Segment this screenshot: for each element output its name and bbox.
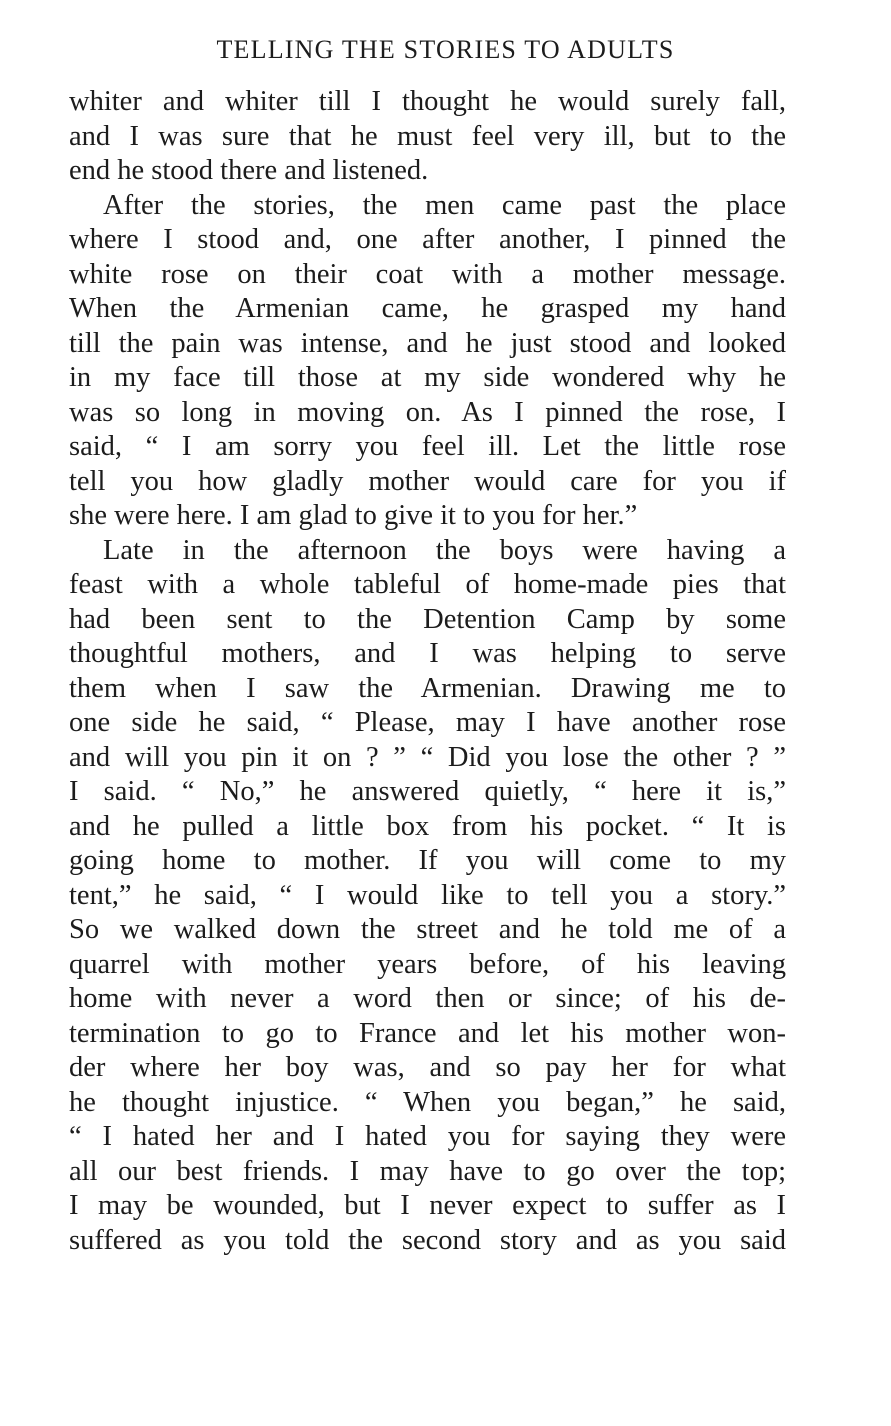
text-line: der where her boy was, and so pay her for what	[69, 1052, 786, 1083]
text-line: going home to mother. If you will come to my	[69, 845, 786, 876]
text-line: till the pain was intense, and he just stood and looked	[69, 327, 786, 359]
running-head: TELLING THE STORIES TO ADULTS	[216, 35, 675, 64]
text-line: whiter and whiter till I thought he would surely fall,	[69, 86, 786, 117]
text-line: white rose on their coat with a mother message.	[69, 258, 786, 290]
text-line: in my face till those at my side wondered why he	[69, 362, 786, 393]
text-line: end he stood there and listened.	[69, 155, 429, 186]
text-line: tent,” he said, “ I would like to tell you a story.”	[69, 879, 786, 911]
text-line: feast with a whole tableful of home-made pies that	[69, 569, 786, 600]
text-line: all our best friends. I may have to go over the top;	[69, 1155, 786, 1187]
text-line: them when I saw the Armenian. Drawing me to	[69, 672, 786, 704]
text-line: and he pulled a little box from his pocket. “ It is	[69, 810, 786, 842]
text-line: home with never a word then or since; of his de-	[69, 983, 786, 1014]
text-line: I said. “ No,” he answered quietly, “ here it is,”	[69, 776, 786, 807]
text-line: was so long in moving on. As I pinned the rose, I	[69, 396, 786, 428]
text-line: said, “ I am sorry you feel ill. Let the little rose	[69, 431, 786, 462]
text-line: suffered as you told the second story and as you said	[69, 1224, 786, 1256]
text-line: quarrel with mother years before, of his leaving	[69, 948, 786, 980]
text-line: “ I hated her and I hated you for saying they were	[69, 1121, 786, 1152]
text-line: and I was sure that he must feel very ill, but to the	[69, 120, 786, 152]
body-text	[69, 85, 786, 1258]
text-line: tell you how gladly mother would care for you if	[69, 465, 786, 497]
text-line: thoughtful mothers, and I was helping to serve	[69, 638, 786, 669]
text-line: termination to go to France and let his mother won-	[69, 1017, 786, 1049]
text-line: Late in the afternoon the boys were having a	[103, 534, 786, 566]
text-line: and will you pin it on ? ” “ Did you lose the other ? ”	[69, 741, 786, 773]
text-line: When the Armenian came, he grasped my hand	[69, 293, 786, 324]
text-line: one side he said, “ Please, may I have another rose	[69, 707, 786, 738]
text-line: So we walked down the street and he told me of a	[69, 914, 786, 945]
text-line: After the stories, the men came past the place	[103, 189, 786, 221]
text-line: I may be wounded, but I never expect to suffer as I	[69, 1190, 786, 1221]
text-line: had been sent to the Detention Camp by some	[69, 603, 786, 635]
text-line: she were here. I am glad to give it to you for her.”	[69, 500, 638, 531]
text-line: where I stood and, one after another, I pinned the	[69, 224, 786, 255]
text-line: he thought injustice. “ When you began,” he said,	[69, 1086, 786, 1118]
